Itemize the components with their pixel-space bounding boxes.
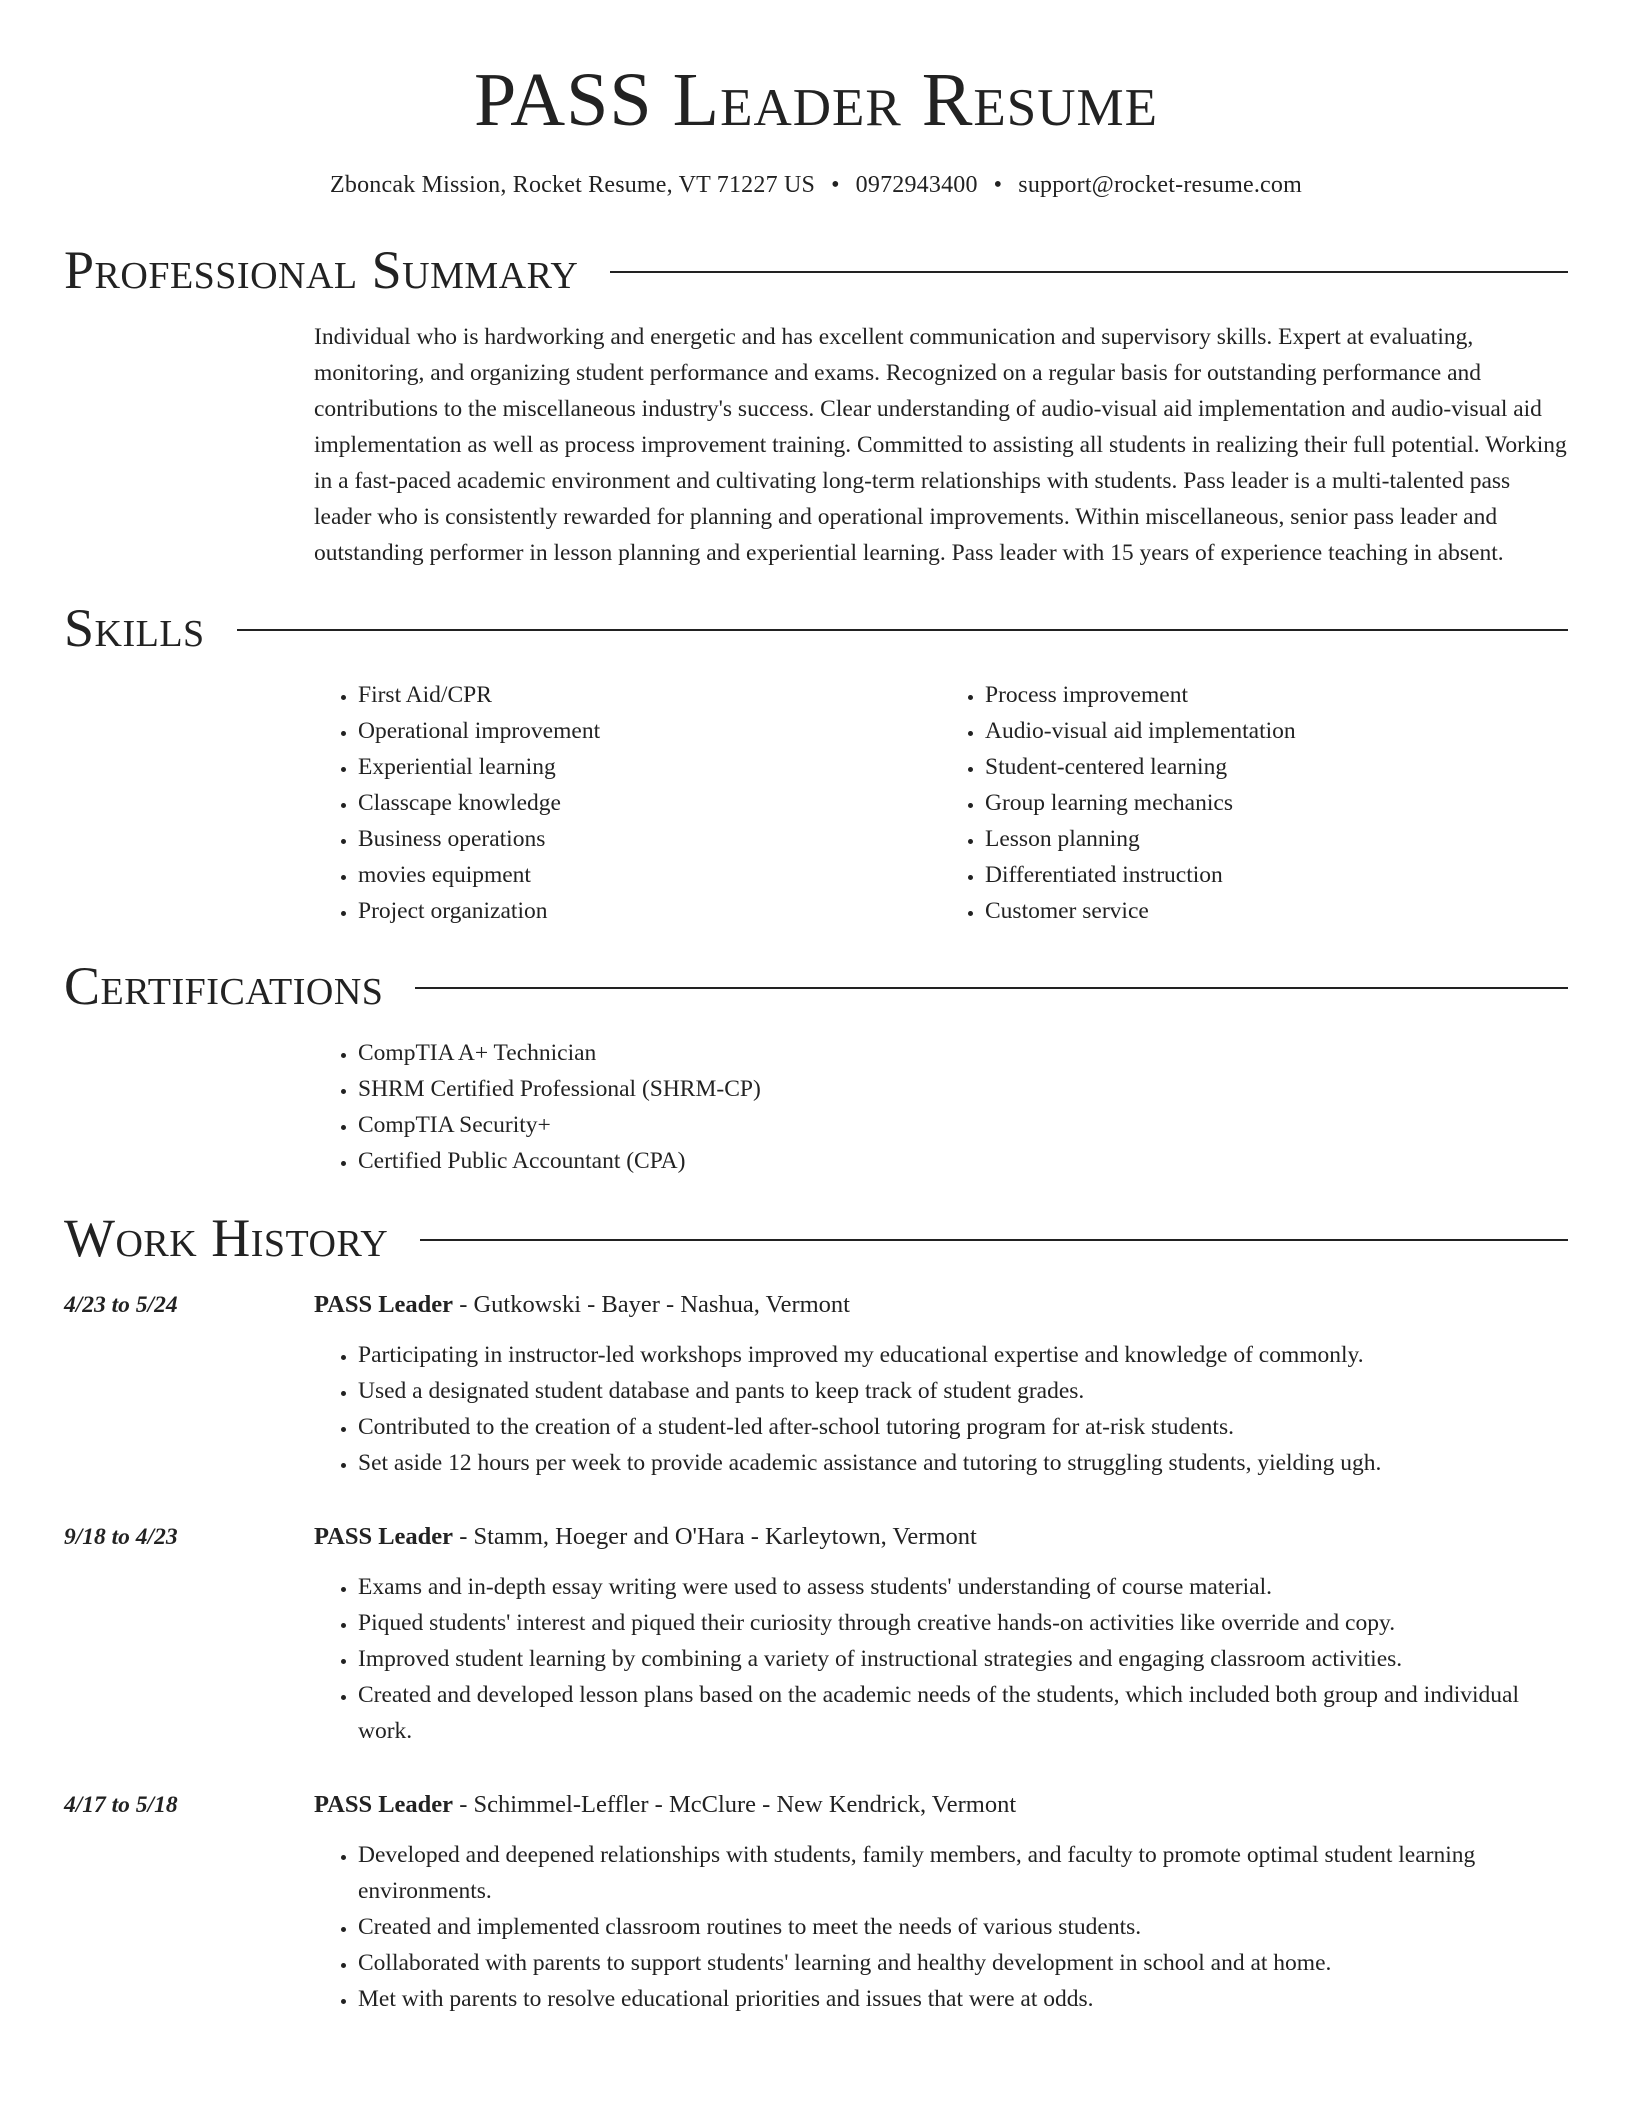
job-role: PASS Leader bbox=[314, 1291, 454, 1318]
job-company: - Gutkowski - Bayer - Nashua, Vermont bbox=[453, 1291, 850, 1318]
contact-separator: • bbox=[993, 172, 1003, 198]
certifications-section-header bbox=[64, 956, 1568, 1016]
certification-item: • SHRM Certified Professional (SHRM-CP) bbox=[358, 1071, 1568, 1107]
job-dates: 9/18 to 4/23 bbox=[64, 1524, 178, 1550]
skill-item: • Business operations bbox=[358, 821, 941, 857]
skill-item: • Audio-visual aid implementation bbox=[985, 713, 1568, 749]
summary-section-header bbox=[64, 240, 1568, 300]
job-bullets bbox=[314, 1337, 1568, 1481]
skill-item: • Project organization bbox=[358, 893, 941, 929]
skill-item: • Process improvement bbox=[985, 677, 1568, 713]
contact-email: support@rocket-resume.com bbox=[1018, 172, 1302, 198]
skill-item: • Student-centered learning bbox=[985, 749, 1568, 785]
job-bullet: • Created and developed lesson plans based on the academic needs of the students, which included both group and individual work. bbox=[358, 1677, 1568, 1749]
skills-section-header bbox=[64, 598, 1568, 658]
skills-heading: Skills bbox=[64, 598, 205, 658]
job-company: - Stamm, Hoeger and O'Hara - Karleytown, Vermont bbox=[453, 1523, 977, 1550]
job-bullets bbox=[314, 1569, 1568, 1749]
skill-item: • Group learning mechanics bbox=[985, 785, 1568, 821]
job-company: - Schimmel-Leffler - McClure - New Kendrick, Vermont bbox=[453, 1791, 1017, 1818]
job-role: PASS Leader bbox=[314, 1523, 454, 1550]
job-bullet: • Exams and in-depth essay writing were used to assess students' understanding of course material. bbox=[358, 1569, 1568, 1605]
job-dates: 4/23 to 5/24 bbox=[64, 1292, 178, 1318]
job-bullets bbox=[314, 1837, 1568, 2017]
job-bullet: • Contributed to the creation of a student-led after-school tutoring program for at-risk students. bbox=[358, 1409, 1568, 1445]
skills-right-column bbox=[941, 677, 1568, 929]
certifications-heading: Certifications bbox=[64, 956, 384, 1016]
skill-item: • First Aid/CPR bbox=[358, 677, 941, 713]
job-dates: 4/17 to 5/18 bbox=[64, 1792, 178, 1818]
job-title-line bbox=[314, 1287, 1568, 1323]
section-rule bbox=[610, 271, 1568, 273]
skills-list bbox=[314, 677, 1568, 929]
certification-item: • CompTIA A+ Technician bbox=[358, 1035, 1568, 1071]
contact-address: Zboncak Mission, Rocket Resume, VT 71227 US bbox=[330, 172, 816, 198]
job-bullet: • Set aside 12 hours per week to provide academic assistance and tutoring to struggling students, yielding ugh. bbox=[358, 1445, 1568, 1481]
job-bullet: • Used a designated student database and pants to keep track of student grades. bbox=[358, 1373, 1568, 1409]
skill-item: • Customer service bbox=[985, 893, 1568, 929]
skill-item: • Operational improvement bbox=[358, 713, 941, 749]
section-rule bbox=[415, 987, 1568, 989]
section-rule bbox=[420, 1239, 1568, 1241]
skill-item: • Classcape knowledge bbox=[358, 785, 941, 821]
skills-left-column bbox=[314, 677, 941, 929]
skill-item: • Differentiated instruction bbox=[985, 857, 1568, 893]
job-bullet: • Created and implemented classroom routines to meet the needs of various students. bbox=[358, 1909, 1568, 1945]
certification-item: • CompTIA Security+ bbox=[358, 1107, 1568, 1143]
work-history-heading: Work History bbox=[64, 1208, 389, 1268]
job-entry bbox=[64, 1519, 1568, 1749]
job-bullet: • Piqued students' interest and piqued their curiosity through creative hands-on activities like override and copy. bbox=[358, 1605, 1568, 1641]
job-detail bbox=[314, 1787, 1568, 2017]
job-entry bbox=[64, 1287, 1568, 1481]
skill-item: • Experiential learning bbox=[358, 749, 941, 785]
job-role: PASS Leader bbox=[314, 1791, 454, 1818]
section-rule bbox=[237, 629, 1568, 631]
job-bullet: • Participating in instructor-led workshops improved my educational expertise and knowledge of commonly. bbox=[358, 1337, 1568, 1373]
job-bullet: • Met with parents to resolve educational priorities and issues that were at odds. bbox=[358, 1981, 1568, 2017]
skill-item: • Lesson planning bbox=[985, 821, 1568, 857]
contact-separator: • bbox=[831, 172, 840, 198]
summary-text: Individual who is hardworking and energetic and has excellent communication and supervisory skills. Expert at evaluating, monitoring, and organizing student performance and exams. Recognized on a regular basis for outstanding performance and contributions to the miscellaneous industry's success. Clear understanding of audio-visual aid implementation and audio-visual aid implementation as well as process improvement training. Committed to assisting all students in realizing their full potential. Working in a fast-paced academic environment and cultivating long-term relationships with students. Pass leader is a multi-talented pass leader who is consistently rewarded for planning and operational improvements. Within miscellaneous, senior pass leader and outstanding performer in lesson planning and experiential learning. Pass leader with 15 years of experience teaching in absent. bbox=[314, 324, 1567, 566]
job-entry bbox=[64, 1787, 1568, 2017]
certifications-list bbox=[314, 1035, 1568, 1179]
resume-title: PASS Leader Resume bbox=[473, 58, 1159, 142]
job-title-line bbox=[314, 1519, 1568, 1555]
job-detail bbox=[314, 1519, 1568, 1749]
job-bullet: • Developed and deepened relationships with students, family members, and faculty to promote optimal student learning environments. bbox=[358, 1837, 1568, 1909]
job-detail bbox=[314, 1287, 1568, 1481]
contact-phone: 0972943400 bbox=[855, 172, 978, 198]
contact-line bbox=[64, 172, 1568, 199]
skill-item: • movies equipment bbox=[358, 857, 941, 893]
summary-heading: Professional Summary bbox=[64, 240, 579, 300]
work-history-section-header bbox=[64, 1208, 1568, 1268]
certification-item: • Certified Public Accountant (CPA) bbox=[358, 1143, 1568, 1179]
job-bullet: • Collaborated with parents to support students' learning and healthy development in school and at home. bbox=[358, 1945, 1568, 1981]
job-bullet: • Improved student learning by combining a variety of instructional strategies and engaging classroom activities. bbox=[358, 1641, 1568, 1677]
job-title-line bbox=[314, 1787, 1568, 1823]
